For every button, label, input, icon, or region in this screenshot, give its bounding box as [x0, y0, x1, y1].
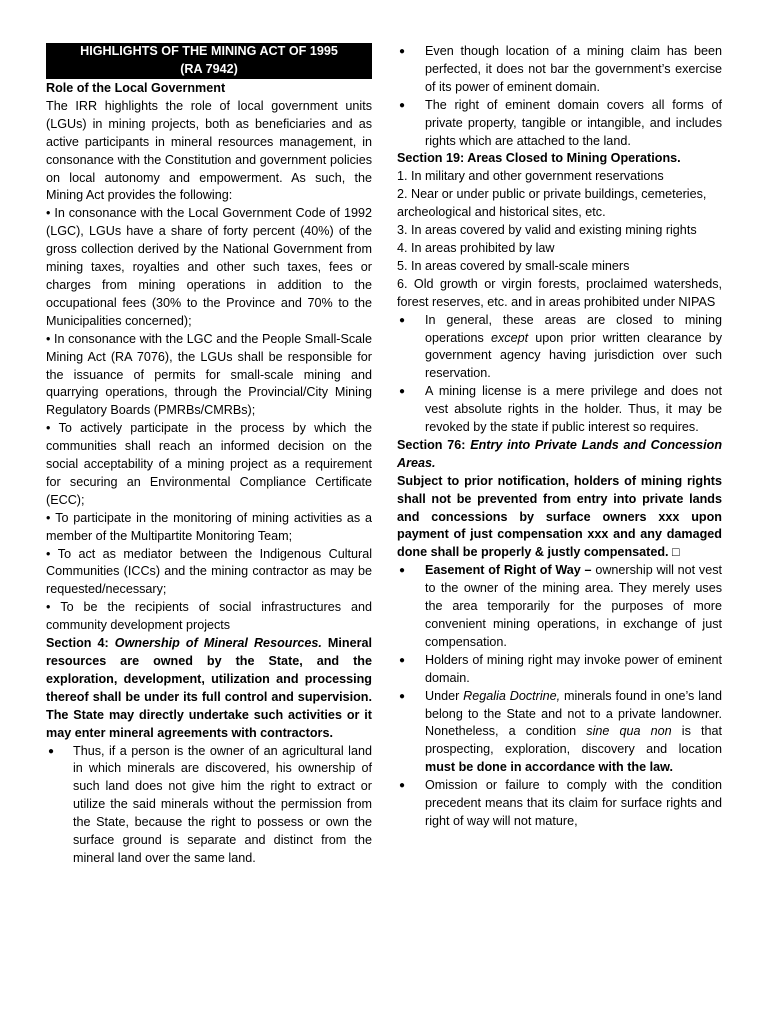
lgu-item-4: • To participate in the monitoring of mining activities as a member of the Multipartite Monitoring Team;: [46, 510, 372, 546]
section-4-body: Mineral resources are owned by the State, and the exploration, development, utilization and processing thereof shall be under its full control and supervision. The State may directly undertake such activities or it may enter mineral agreements with contractors.: [46, 636, 373, 740]
lgu-item-2: • In consonance with the LGC and the People Small-Scale Mining Act (RA 7076), the LGUs shall be responsible for the issuance of permits for small-scale mining and quarrying operations, through the Provincial/City Mining Regulatory Boards (PMRBs/CMRBs);: [46, 331, 372, 421]
eminent-domain-bullet-2: ● The right of eminent domain covers all forms of private property, tangible or intangible, and includes rights which are attached to the land.: [399, 97, 722, 148]
bullet-icon: ●: [399, 690, 406, 702]
eminent-domain-bullet-1: ● Even though location of a mining claim has been perfected, it does not bar the government’s exercise of its power of eminent domain.: [399, 44, 722, 94]
holders-bullet: ● Holders of mining right may invoke power of eminent domain.: [399, 652, 722, 685]
section-4-bullet: ● Thus, if a person is the owner of an agricultural land in which minerals are discovered, his ownership of such land does not give him the right to extract or utilize the said minerals without the permission from the State, because the right to possess or own the surface ground is separate and distinct from the mineral land over the same land.: [48, 743, 372, 865]
closed-area-6: 6. Old growth or virgin forests, proclaimed watersheds, forest reserves, etc. and in areas prohibited under NIPAS: [397, 276, 722, 309]
bullet-icon: ●: [48, 745, 55, 757]
lgu-item-6: • To be the recipients of social infrastructures and community development projects: [46, 599, 372, 635]
closed-area-2: 2. Near or under public or private buildings, cemeteries,: [397, 187, 707, 202]
closed-area-3: 3. In areas covered by valid and existing mining rights: [397, 223, 697, 238]
bullet-icon: ●: [399, 46, 406, 57]
title-line-1: HIGHLIGHTS OF THE MINING ACT OF 1995: [80, 44, 338, 58]
intro-paragraph: The IRR highlights the role of local government units (LGUs) in mining projects, both as beneficiaries and as active participants in mineral resources management, in consonance with the Constitution and government policies on local autonomy and empowerment. As such, the Mining Act provides the following:: [46, 98, 372, 203]
bullet-icon: ●: [399, 654, 406, 666]
closed-area-4: 4. In areas prohibited by law: [397, 240, 555, 255]
document-title: [46, 43, 372, 79]
section-heading-local-government: Role of the Local Government: [46, 81, 226, 95]
section-19-bullet-1: ● In general, these areas are closed to mining operations except upon prior written clearance by government agency having jurisdiction over such reservation.: [399, 312, 723, 381]
section-76-heading: Section 76: Entry into Private Lands and Concession Areas.: [397, 437, 723, 470]
section-19-bullet-2: ● A mining license is a mere privilege and does not vest absolute rights in the holder. Thus, it may be revoked by the state if public interest so requires.: [399, 384, 722, 435]
lgu-item-5: • To act as mediator between the Indigenous Cultural Communities (ICCs) and the mining contractor as may be requested/necessary;: [46, 546, 372, 600]
easement-bullet: ● Easement of Right of Way – ownership will not vest to the owner of the mining area. They merely uses the area temporarily for the purposes of more convenient mining operations, in exchange of just compensation.: [399, 563, 723, 649]
right-column: [397, 43, 722, 831]
closed-area-2-cont: archeological and historical sites, etc.: [397, 205, 606, 220]
section-76-body: Subject to prior notification, holders of mining rights shall not be prevented from entry into private lands and concessions by surface owners xxx upon payment of just compensation xxx and any damaged done shall be properly & justly compensated. □: [397, 473, 722, 560]
lgu-item-3: • To actively participate in the process by which the communities shall reach an informed decision on the social acceptability of a mining project as a requirement for securing an Environmental Compliance Certificate (ECC);: [46, 420, 372, 510]
bullet-icon: ●: [399, 386, 406, 398]
bullet-icon: ●: [399, 314, 406, 326]
bullet-icon: ●: [399, 780, 406, 792]
bullet-icon: ●: [399, 99, 406, 111]
title-line-2: (RA 7942): [180, 61, 238, 76]
left-column: [46, 43, 372, 868]
lgu-item-1: • In consonance with the Local Government Code of 1992 (LGC), LGUs have a share of forty percent (40%) of the gross collection derived by the National Government from mining taxes, royalties and other such taxes, fees or charges from mining operations in addition to the occupational fees (30% to the Province and 70% to the Municipalities concerned);: [46, 205, 372, 330]
bullet-icon: ●: [399, 565, 406, 577]
section-4-heading: Section 4: Ownership of Mineral Resources. Mineral resources are owned by the State, and the exploration, development, utilization and processing thereof shall be under its full control and supervision. The State may directly undertake such activities or it may enter mineral agreements with contractors.: [46, 636, 373, 740]
section-19-heading: Section 19: Areas Closed to Mining Operations.: [397, 151, 681, 166]
missing-glyph-icon: □: [672, 545, 680, 560]
omission-bullet: ● Omission or failure to comply with the condition precedent means that its claim for surface rights and right of way will not mature,: [399, 778, 722, 828]
closed-area-5: 5. In areas covered by small-scale miners: [397, 258, 630, 273]
regalia-bullet: ● Under Regalia Doctrine, minerals found in one’s land belong to the State and not to a private landowner. Nonetheless, a condition sine qua non is that prospecting, exploration, discovery and location must be done in accordance with the law.: [399, 688, 723, 775]
closed-area-1: 1. In military and other government reservations: [397, 169, 664, 184]
